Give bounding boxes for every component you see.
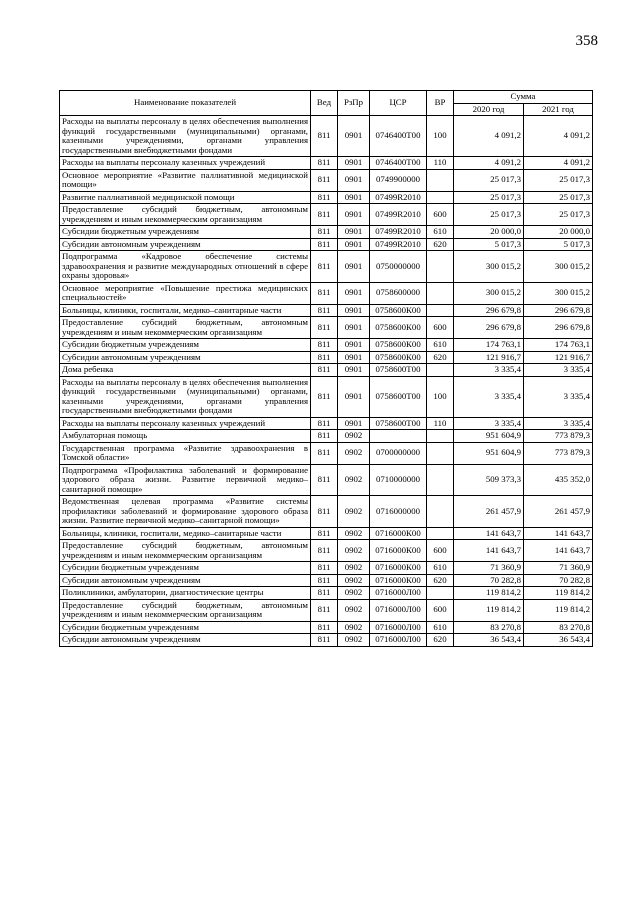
row-vr: 620 xyxy=(427,351,454,364)
row-rzpr: 0901 xyxy=(338,169,370,191)
row-vr: 100 xyxy=(427,116,454,157)
row-sum-2021: 141 643,7 xyxy=(524,527,593,540)
table-row xyxy=(60,169,593,191)
table-row xyxy=(60,351,593,364)
row-csr: 07499R2010 xyxy=(370,191,427,204)
row-name: Предоставление субсидий бюджетным, автономным учреждениям и иным некоммерческим организациям xyxy=(60,317,311,339)
row-csr: 0758600К00 xyxy=(370,317,427,339)
table-row xyxy=(60,430,593,443)
row-sum-2020: 121 916,7 xyxy=(454,351,524,364)
row-name: Субсидии бюджетным учреждениям xyxy=(60,226,311,239)
row-ved: 811 xyxy=(311,251,338,283)
row-sum-2021: 20 000,0 xyxy=(524,226,593,239)
row-sum-2021: 296 679,8 xyxy=(524,304,593,317)
row-rzpr: 0902 xyxy=(338,599,370,621)
row-sum-2021: 121 916,7 xyxy=(524,351,593,364)
budget-table xyxy=(59,90,593,647)
header-ved: Вед xyxy=(311,91,338,116)
row-ved: 811 xyxy=(311,496,338,528)
table-row xyxy=(60,417,593,430)
header-sum: Сумма xyxy=(454,91,593,104)
row-ved: 811 xyxy=(311,169,338,191)
row-sum-2021: 4 091,2 xyxy=(524,157,593,170)
row-vr: 110 xyxy=(427,157,454,170)
row-sum-2021: 4 091,2 xyxy=(524,116,593,157)
row-vr: 610 xyxy=(427,226,454,239)
table-row xyxy=(60,562,593,575)
row-rzpr: 0901 xyxy=(338,191,370,204)
row-rzpr: 0901 xyxy=(338,417,370,430)
row-vr: 620 xyxy=(427,634,454,647)
row-csr: 0716000К00 xyxy=(370,540,427,562)
row-name: Субсидии бюджетным учреждениям xyxy=(60,562,311,575)
row-name: Расходы на выплаты персоналу казенных учреждений xyxy=(60,157,311,170)
row-name: Субсидии автономным учреждениям xyxy=(60,238,311,251)
row-sum-2021: 25 017,3 xyxy=(524,204,593,226)
table-row xyxy=(60,226,593,239)
row-vr xyxy=(427,169,454,191)
row-name: Субсидии бюджетным учреждениям xyxy=(60,339,311,352)
row-sum-2020: 951 604,9 xyxy=(454,442,524,464)
row-sum-2021: 83 270,8 xyxy=(524,621,593,634)
row-name: Расходы на выплаты персоналу в целях обеспечения выполнения функций государственными (муниципальными) органами, казенными учреждениями, органами управления государственными внебюджетными фондами xyxy=(60,376,311,417)
row-rzpr: 0901 xyxy=(338,364,370,377)
row-sum-2020: 83 270,8 xyxy=(454,621,524,634)
row-csr: 0746400Т00 xyxy=(370,157,427,170)
row-rzpr: 0901 xyxy=(338,282,370,304)
row-sum-2021: 3 335,4 xyxy=(524,376,593,417)
row-ved: 811 xyxy=(311,634,338,647)
row-rzpr: 0901 xyxy=(338,376,370,417)
row-sum-2021: 300 015,2 xyxy=(524,251,593,283)
row-sum-2021: 36 543,4 xyxy=(524,634,593,647)
row-ved: 811 xyxy=(311,621,338,634)
row-csr: 0746400Т00 xyxy=(370,116,427,157)
row-sum-2020: 5 017,3 xyxy=(454,238,524,251)
row-name: Предоставление субсидий бюджетным, автономным учреждениям и иным некоммерческим организациям xyxy=(60,540,311,562)
row-ved: 811 xyxy=(311,204,338,226)
row-name: Больницы, клиники, госпитали, медико–санитарные части xyxy=(60,304,311,317)
row-rzpr: 0901 xyxy=(338,238,370,251)
row-csr: 0758600К00 xyxy=(370,304,427,317)
row-vr: 600 xyxy=(427,540,454,562)
row-csr: 0749900000 xyxy=(370,169,427,191)
row-ved: 811 xyxy=(311,442,338,464)
row-csr: 07499R2010 xyxy=(370,238,427,251)
row-rzpr: 0901 xyxy=(338,116,370,157)
table-row xyxy=(60,282,593,304)
table-row xyxy=(60,587,593,600)
row-ved: 811 xyxy=(311,191,338,204)
row-vr xyxy=(427,587,454,600)
row-name: Субсидии автономным учреждениям xyxy=(60,574,311,587)
row-name: Субсидии автономным учреждениям xyxy=(60,351,311,364)
row-csr: 07499R2010 xyxy=(370,204,427,226)
row-name: Основное мероприятие «Развитие паллиативной медицинской помощи» xyxy=(60,169,311,191)
row-csr: 0716000Л00 xyxy=(370,599,427,621)
header-name: Наименование показателей xyxy=(60,91,311,116)
row-sum-2021: 119 814,2 xyxy=(524,587,593,600)
row-name: Больницы, клиники, госпитали, медико–санитарные части xyxy=(60,527,311,540)
row-sum-2020: 296 679,8 xyxy=(454,304,524,317)
table-row xyxy=(60,376,593,417)
row-ved: 811 xyxy=(311,226,338,239)
row-sum-2020: 119 814,2 xyxy=(454,599,524,621)
row-csr: 0716000000 xyxy=(370,496,427,528)
row-name: Поликлиники, амбулатории, диагностические центры xyxy=(60,587,311,600)
row-vr xyxy=(427,430,454,443)
row-sum-2020: 36 543,4 xyxy=(454,634,524,647)
row-vr xyxy=(427,527,454,540)
row-sum-2020: 70 282,8 xyxy=(454,574,524,587)
row-sum-2021: 119 814,2 xyxy=(524,599,593,621)
row-ved: 811 xyxy=(311,317,338,339)
row-sum-2020: 25 017,3 xyxy=(454,204,524,226)
header-vr: ВР xyxy=(427,91,454,116)
row-sum-2021: 141 643,7 xyxy=(524,540,593,562)
row-rzpr: 0902 xyxy=(338,574,370,587)
row-ved: 811 xyxy=(311,116,338,157)
table-row xyxy=(60,442,593,464)
row-name: Расходы на выплаты персоналу казенных учреждений xyxy=(60,417,311,430)
row-sum-2021: 773 879,3 xyxy=(524,430,593,443)
row-vr: 110 xyxy=(427,417,454,430)
row-sum-2021: 773 879,3 xyxy=(524,442,593,464)
row-vr: 600 xyxy=(427,204,454,226)
header-year-2020: 2020 год xyxy=(454,103,524,116)
row-ved: 811 xyxy=(311,364,338,377)
row-rzpr: 0902 xyxy=(338,621,370,634)
row-name: Основное мероприятие «Повышение престижа медицинских специальностей» xyxy=(60,282,311,304)
row-csr: 0716000Л00 xyxy=(370,587,427,600)
row-csr: 0758600Т00 xyxy=(370,376,427,417)
row-vr xyxy=(427,496,454,528)
row-sum-2020: 300 015,2 xyxy=(454,282,524,304)
row-name: Субсидии автономным учреждениям xyxy=(60,634,311,647)
row-name: Амбулаторная помощь xyxy=(60,430,311,443)
row-csr: 0710000000 xyxy=(370,464,427,496)
row-rzpr: 0901 xyxy=(338,317,370,339)
table-row xyxy=(60,540,593,562)
row-vr xyxy=(427,251,454,283)
row-ved: 811 xyxy=(311,540,338,562)
row-vr: 610 xyxy=(427,621,454,634)
table-row xyxy=(60,364,593,377)
row-vr: 600 xyxy=(427,317,454,339)
row-rzpr: 0902 xyxy=(338,634,370,647)
row-csr: 0716000Л00 xyxy=(370,634,427,647)
row-vr: 100 xyxy=(427,376,454,417)
row-sum-2020: 141 643,7 xyxy=(454,527,524,540)
row-sum-2020: 71 360,9 xyxy=(454,562,524,575)
row-vr: 620 xyxy=(427,238,454,251)
row-sum-2020: 25 017,3 xyxy=(454,191,524,204)
table-row xyxy=(60,464,593,496)
row-name: Дома ребенка xyxy=(60,364,311,377)
row-rzpr: 0902 xyxy=(338,442,370,464)
row-rzpr: 0902 xyxy=(338,430,370,443)
row-vr xyxy=(427,464,454,496)
row-vr: 620 xyxy=(427,574,454,587)
row-name: Государственная программа «Развитие здравоохранения в Томской области» xyxy=(60,442,311,464)
row-csr: 07499R2010 xyxy=(370,226,427,239)
row-csr xyxy=(370,430,427,443)
row-ved: 811 xyxy=(311,430,338,443)
table-row xyxy=(60,204,593,226)
row-rzpr: 0902 xyxy=(338,562,370,575)
table-row xyxy=(60,238,593,251)
row-vr xyxy=(427,191,454,204)
row-sum-2021: 300 015,2 xyxy=(524,282,593,304)
page-number: 358 xyxy=(575,33,598,49)
row-csr: 0716000К00 xyxy=(370,562,427,575)
row-csr: 0716000К00 xyxy=(370,527,427,540)
table-row xyxy=(60,339,593,352)
row-sum-2020: 300 015,2 xyxy=(454,251,524,283)
row-sum-2021: 3 335,4 xyxy=(524,364,593,377)
row-sum-2021: 174 763,1 xyxy=(524,339,593,352)
table-row xyxy=(60,116,593,157)
row-rzpr: 0902 xyxy=(338,496,370,528)
row-sum-2020: 261 457,9 xyxy=(454,496,524,528)
row-rzpr: 0901 xyxy=(338,351,370,364)
table-row xyxy=(60,157,593,170)
row-csr: 0758600Т00 xyxy=(370,417,427,430)
row-csr: 0716000К00 xyxy=(370,574,427,587)
table-row xyxy=(60,251,593,283)
row-sum-2021: 25 017,3 xyxy=(524,169,593,191)
row-name: Расходы на выплаты персоналу в целях обеспечения выполнения функций государственными (муниципальными) органами, казенными учреждениями, органами управления государственными внебюджетными фондами xyxy=(60,116,311,157)
row-ved: 811 xyxy=(311,339,338,352)
row-ved: 811 xyxy=(311,464,338,496)
row-ved: 811 xyxy=(311,587,338,600)
row-ved: 811 xyxy=(311,599,338,621)
row-sum-2020: 951 604,9 xyxy=(454,430,524,443)
row-ved: 811 xyxy=(311,304,338,317)
row-sum-2020: 174 763,1 xyxy=(454,339,524,352)
header-year-2021: 2021 год xyxy=(524,103,593,116)
row-csr: 0758600000 xyxy=(370,282,427,304)
table-row xyxy=(60,621,593,634)
row-sum-2021: 3 335,4 xyxy=(524,417,593,430)
row-rzpr: 0902 xyxy=(338,527,370,540)
row-ved: 811 xyxy=(311,351,338,364)
row-sum-2021: 435 352,0 xyxy=(524,464,593,496)
row-csr: 0758600К00 xyxy=(370,351,427,364)
row-vr xyxy=(427,304,454,317)
row-sum-2020: 20 000,0 xyxy=(454,226,524,239)
row-csr: 0758600Т00 xyxy=(370,364,427,377)
header-rzpr: РзПр xyxy=(338,91,370,116)
header-row xyxy=(60,91,593,104)
row-sum-2021: 5 017,3 xyxy=(524,238,593,251)
table-row xyxy=(60,574,593,587)
row-csr: 0700000000 xyxy=(370,442,427,464)
row-csr: 0716000Л00 xyxy=(370,621,427,634)
row-sum-2021: 261 457,9 xyxy=(524,496,593,528)
row-ved: 811 xyxy=(311,238,338,251)
row-sum-2021: 70 282,8 xyxy=(524,574,593,587)
row-rzpr: 0901 xyxy=(338,226,370,239)
row-vr xyxy=(427,282,454,304)
row-sum-2021: 25 017,3 xyxy=(524,191,593,204)
row-csr: 0750000000 xyxy=(370,251,427,283)
row-sum-2021: 71 360,9 xyxy=(524,562,593,575)
row-sum-2020: 509 373,3 xyxy=(454,464,524,496)
row-sum-2020: 3 335,4 xyxy=(454,417,524,430)
row-rzpr: 0902 xyxy=(338,587,370,600)
row-rzpr: 0901 xyxy=(338,251,370,283)
row-sum-2021: 296 679,8 xyxy=(524,317,593,339)
row-ved: 811 xyxy=(311,562,338,575)
row-name: Предоставление субсидий бюджетным, автономным учреждениям и иным некоммерческим организациям xyxy=(60,599,311,621)
row-ved: 811 xyxy=(311,574,338,587)
table-row xyxy=(60,527,593,540)
row-rzpr: 0902 xyxy=(338,540,370,562)
table-row xyxy=(60,304,593,317)
row-rzpr: 0901 xyxy=(338,157,370,170)
row-sum-2020: 296 679,8 xyxy=(454,317,524,339)
row-ved: 811 xyxy=(311,376,338,417)
row-sum-2020: 4 091,2 xyxy=(454,116,524,157)
header-csr: ЦСР xyxy=(370,91,427,116)
table-row xyxy=(60,191,593,204)
row-ved: 811 xyxy=(311,282,338,304)
row-sum-2020: 119 814,2 xyxy=(454,587,524,600)
row-rzpr: 0901 xyxy=(338,204,370,226)
row-vr: 610 xyxy=(427,562,454,575)
row-sum-2020: 141 643,7 xyxy=(454,540,524,562)
row-rzpr: 0901 xyxy=(338,304,370,317)
table-row xyxy=(60,317,593,339)
row-sum-2020: 3 335,4 xyxy=(454,364,524,377)
row-vr: 610 xyxy=(427,339,454,352)
table-body xyxy=(60,116,593,647)
row-name: Подпрограмма «Кадровое обеспечение системы здравоохранения и развитие международных отношений в сфере охраны здоровья» xyxy=(60,251,311,283)
row-name: Субсидии бюджетным учреждениям xyxy=(60,621,311,634)
row-name: Ведомственная целевая программа «Развитие системы профилактики заболеваний и формирование здорового образа жизни. Развитие первичной медико–санитарной помощи» xyxy=(60,496,311,528)
row-csr: 0758600К00 xyxy=(370,339,427,352)
row-sum-2020: 4 091,2 xyxy=(454,157,524,170)
table-row xyxy=(60,634,593,647)
row-sum-2020: 25 017,3 xyxy=(454,169,524,191)
table-row xyxy=(60,599,593,621)
row-rzpr: 0902 xyxy=(338,464,370,496)
row-vr xyxy=(427,442,454,464)
row-vr: 600 xyxy=(427,599,454,621)
row-sum-2020: 3 335,4 xyxy=(454,376,524,417)
row-rzpr: 0901 xyxy=(338,339,370,352)
row-vr xyxy=(427,364,454,377)
table-row xyxy=(60,496,593,528)
row-name: Предоставление субсидий бюджетным, автономным учреждениям и иным некоммерческим организациям xyxy=(60,204,311,226)
row-ved: 811 xyxy=(311,157,338,170)
row-name: Подпрограмма «Профилактика заболеваний и формирование здорового образа жизни. Развитие первичной медико–санитарной помощи» xyxy=(60,464,311,496)
row-ved: 811 xyxy=(311,527,338,540)
row-ved: 811 xyxy=(311,417,338,430)
row-name: Развитие паллиативной медицинской помощи xyxy=(60,191,311,204)
